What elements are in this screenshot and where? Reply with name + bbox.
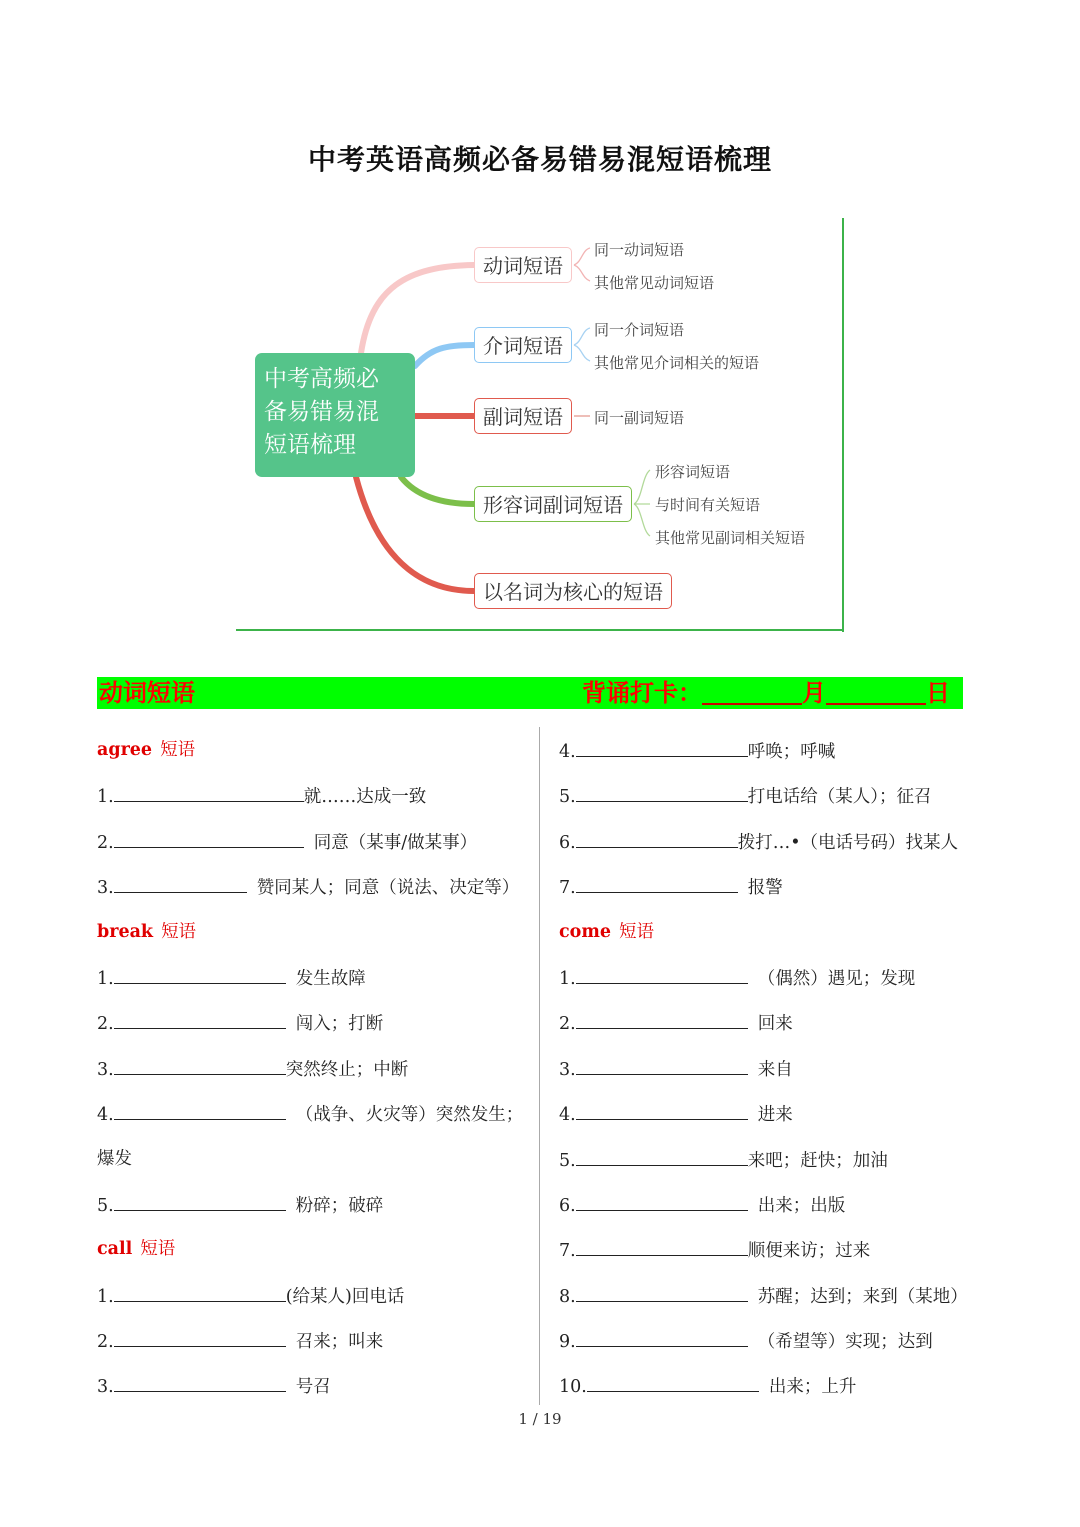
- heading-word: break: [97, 921, 154, 942]
- answer-blank[interactable]: [114, 1052, 286, 1075]
- fill-in-item: [559, 1233, 999, 1278]
- central-line: 中考高频必: [264, 366, 379, 392]
- answer-blank[interactable]: [576, 1324, 748, 1347]
- answer-blank[interactable]: [114, 825, 304, 848]
- answer-blank[interactable]: [576, 1006, 748, 1029]
- answer-blank[interactable]: [576, 779, 748, 802]
- item-meaning: 赞同某人；同意（说法、决定等）: [256, 878, 520, 899]
- mind-map-border: [842, 218, 844, 632]
- mind-map: [236, 218, 844, 632]
- item-continuation: [97, 1143, 537, 1188]
- item-meaning: 回来: [757, 1014, 793, 1035]
- item-meaning: 打电话给（某人）；征召: [747, 787, 932, 808]
- fill-in-item: [559, 1324, 999, 1369]
- sub-topic: 其他常见介词相关的短语: [594, 354, 760, 372]
- heading-label: 短语: [140, 1239, 176, 1260]
- answer-blank[interactable]: [114, 1279, 286, 1302]
- item-number: 2.: [97, 832, 114, 853]
- sub-topic: 与时间有关短语: [655, 496, 761, 514]
- answer-blank[interactable]: [114, 961, 286, 984]
- item-number: 6.: [559, 832, 576, 853]
- heading-word: agree: [97, 740, 153, 760]
- item-meaning: 同意（某事/做某事）: [313, 832, 478, 853]
- sub-topic: 其他常见副词相关短语: [655, 529, 806, 547]
- mind-map-border: [236, 629, 844, 631]
- answer-blank[interactable]: [576, 1233, 748, 1256]
- item-meaning: 突然终止；中断: [285, 1059, 409, 1080]
- item-meaning: 闯入；打断: [295, 1014, 384, 1035]
- item-meaning: 呼唤；呼喊: [747, 742, 836, 762]
- heading-word: call: [97, 1239, 133, 1260]
- fill-in-item: [559, 870, 999, 915]
- item-number: 5.: [559, 787, 576, 808]
- column-divider: [539, 727, 540, 1405]
- item-number: 2.: [97, 1332, 114, 1353]
- item-meaning: （希望等）实现；达到: [757, 1332, 933, 1353]
- section-header-bar: [97, 677, 963, 709]
- answer-blank[interactable]: [576, 1052, 748, 1075]
- answer-blank[interactable]: [114, 1324, 286, 1347]
- fill-in-item: [559, 1279, 999, 1324]
- fill-in-item: [559, 1369, 999, 1414]
- sub-topic: 同一动词短语: [594, 241, 685, 259]
- item-number: 2.: [97, 1014, 114, 1035]
- item-number: 3.: [97, 1059, 114, 1080]
- fill-in-item: [97, 961, 537, 1006]
- left-column: [97, 734, 537, 1415]
- phrase-group-heading: [97, 916, 537, 961]
- item-number: 1.: [97, 968, 114, 989]
- fill-in-item: [97, 779, 537, 824]
- item-number: 4.: [97, 1105, 114, 1126]
- answer-blank[interactable]: [576, 734, 748, 757]
- item-number: 3.: [97, 1377, 114, 1398]
- item-meaning: 顺便来访；过来: [747, 1241, 871, 1262]
- fill-in-item: [97, 1097, 537, 1142]
- sub-topic: 其他常见动词短语: [594, 274, 715, 292]
- item-number: 7.: [559, 1241, 576, 1262]
- central-line: 短语梳理: [264, 432, 356, 458]
- fill-in-item: [97, 870, 537, 915]
- item-number: 1.: [559, 968, 576, 989]
- item-meaning: 出来；出版: [757, 1195, 846, 1216]
- branch-adjective-adverb-phrases: 形容词副词短语: [474, 486, 632, 522]
- fill-in-item: [559, 734, 999, 779]
- month-label: 月: [802, 678, 826, 707]
- month-blank[interactable]: [702, 679, 802, 705]
- item-meaning: 拨打…•（电话号码）找某人: [737, 832, 959, 853]
- page-title: 中考英语高频必备易错易混短语梳理: [307, 143, 772, 176]
- item-number: 3.: [97, 878, 114, 899]
- item-number: 1.: [97, 1286, 114, 1307]
- fill-in-item: [559, 779, 999, 824]
- fill-in-item: [97, 1324, 537, 1369]
- item-meaning: 出来；上升: [768, 1377, 857, 1398]
- fill-in-item: [559, 1143, 999, 1188]
- item-number: 9.: [559, 1332, 576, 1353]
- fill-in-item: [559, 1052, 999, 1097]
- answer-blank[interactable]: [576, 961, 748, 984]
- fill-in-item: [97, 1188, 537, 1233]
- answer-blank[interactable]: [114, 779, 304, 802]
- item-number: 4.: [559, 742, 576, 762]
- section-title: 动词短语: [99, 678, 195, 707]
- checkin-label: [582, 677, 950, 709]
- sub-topic: 同一副词短语: [594, 409, 685, 427]
- central-line: 备易错易混: [264, 399, 379, 425]
- fill-in-item: [559, 961, 999, 1006]
- answer-blank[interactable]: [114, 1369, 286, 1392]
- branch-noun-core-phrases: 以名词为核心的短语: [474, 573, 672, 609]
- branch-verb-phrases: 动词短语: [474, 247, 572, 283]
- item-number: 2.: [559, 1014, 576, 1035]
- item-meaning: 粉碎；破碎: [295, 1195, 384, 1216]
- phrase-group-heading: [97, 1233, 537, 1278]
- fill-in-item: [559, 825, 999, 870]
- item-meaning: （战争、火灾等）突然发生；: [295, 1105, 524, 1126]
- item-meaning: （偶然）遇见；发现: [757, 968, 916, 989]
- fill-in-item: [97, 825, 537, 870]
- item-meaning: 爆发: [97, 1148, 132, 1169]
- item-meaning: 苏醒；达到；来到（某地）: [757, 1286, 968, 1307]
- heading-label: 短语: [618, 921, 654, 942]
- item-number: 6.: [559, 1195, 576, 1216]
- day-blank[interactable]: [826, 679, 926, 705]
- fill-in-item: [559, 1006, 999, 1051]
- item-number: 10.: [559, 1377, 587, 1398]
- answer-blank[interactable]: [576, 1097, 748, 1120]
- item-number: 3.: [559, 1059, 576, 1080]
- fill-in-item: [97, 1006, 537, 1051]
- answer-blank[interactable]: [114, 870, 247, 893]
- item-number: 5.: [97, 1195, 114, 1216]
- item-meaning: 号召: [295, 1377, 331, 1398]
- item-meaning: 就……达成一致: [303, 787, 427, 808]
- answer-blank[interactable]: [114, 1006, 286, 1029]
- day-label: 日: [926, 678, 950, 707]
- heading-label: 短语: [161, 921, 197, 942]
- fill-in-item: [97, 1279, 537, 1324]
- fill-in-item: [97, 1369, 537, 1414]
- answer-blank[interactable]: [576, 870, 738, 893]
- item-meaning: 召来；叫来: [295, 1332, 384, 1353]
- phrase-group-heading: [559, 916, 999, 961]
- phrase-group-heading: [97, 734, 537, 779]
- item-meaning: 进来: [757, 1105, 793, 1126]
- sub-topic: 同一介词短语: [594, 321, 685, 339]
- fill-in-item: [559, 1188, 999, 1233]
- item-meaning: (给某人)回电话: [285, 1286, 405, 1307]
- item-number: 8.: [559, 1286, 576, 1307]
- mind-map-central-topic: [255, 353, 415, 477]
- checkin-prefix: 背诵打卡：: [582, 678, 702, 707]
- answer-blank[interactable]: [576, 1279, 748, 1302]
- page-number: 1 / 19: [518, 1410, 562, 1428]
- fill-in-item: [559, 1097, 999, 1142]
- heading-word: come: [559, 921, 611, 942]
- item-number: 7.: [559, 878, 576, 899]
- answer-blank[interactable]: [576, 1188, 748, 1211]
- branch-preposition-phrases: 介词短语: [474, 327, 572, 363]
- item-number: 5.: [559, 1150, 576, 1171]
- item-meaning: 来吧；赶快；加油: [747, 1150, 888, 1171]
- item-number: 4.: [559, 1105, 576, 1126]
- answer-blank[interactable]: [114, 1097, 286, 1120]
- answer-blank[interactable]: [114, 1188, 286, 1211]
- sub-topic: 形容词短语: [655, 463, 731, 481]
- right-column: [559, 734, 999, 1415]
- item-meaning: 来自: [757, 1059, 793, 1080]
- item-meaning: 发生故障: [295, 968, 366, 989]
- branch-adverb-phrases: 副词短语: [474, 398, 572, 434]
- item-meaning: 报警: [747, 878, 783, 899]
- answer-blank[interactable]: [587, 1369, 759, 1392]
- item-number: 1.: [97, 787, 114, 808]
- heading-label: 短语: [160, 740, 196, 760]
- answer-blank[interactable]: [576, 825, 738, 848]
- fill-in-item: [97, 1052, 537, 1097]
- answer-blank[interactable]: [576, 1143, 748, 1166]
